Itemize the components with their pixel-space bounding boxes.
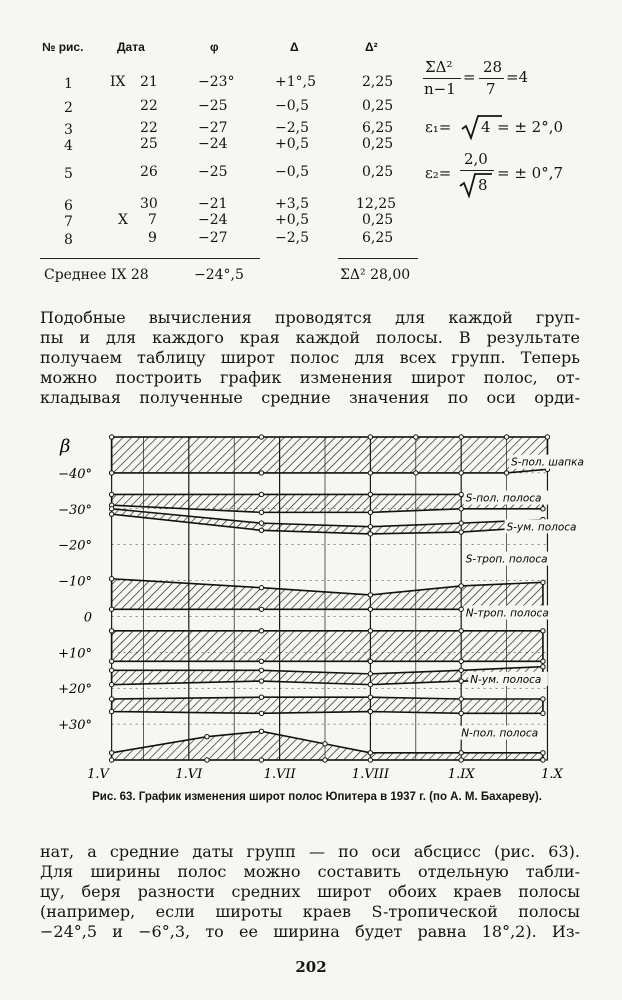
radicand: 8 [478,176,488,194]
cell-delta2: 0,25 [362,164,394,180]
data-point [368,525,372,529]
cell-day: 21 [140,74,158,90]
cell-phi: −24 [198,136,228,152]
data-point [541,697,545,701]
y-tick-label: +30° [58,718,92,734]
band-label: S-пол. шапка [511,456,584,469]
cell-phi: −24 [198,212,228,228]
y-axis-label: β [60,436,71,457]
data-point [459,530,463,534]
data-point [459,507,463,511]
mean-phi: −24°,5 [194,267,244,283]
data-point [259,471,263,475]
cell-delta2: 0,25 [362,136,394,152]
data-point [368,709,372,713]
data-point [259,679,263,683]
data-point [368,695,372,699]
data-point [259,607,263,611]
data-point [109,507,113,511]
text-line: получаем таблицу широт полос для всех групп. Теперь [40,348,580,367]
data-point [414,435,418,439]
band-area [112,437,548,473]
data-point [259,521,263,525]
text-line: Для ширины полос можно составить отдельную табли- [40,862,580,881]
data-point [259,586,263,590]
cell-day: 22 [140,120,158,136]
data-point [541,659,545,663]
cell-delta2: 0,25 [362,212,394,228]
cell-month: X [118,212,128,228]
data-point [109,607,113,611]
data-point [205,734,209,738]
data-point [109,577,113,581]
data-point [368,672,372,676]
cell-phi: −27 [198,230,228,246]
data-point [109,512,113,516]
cell-n: 8 [64,232,73,248]
cell-delta: +3,5 [275,196,309,212]
data-point [541,507,545,511]
y-tick-label: 0 [83,610,92,626]
text-line: кладывая полученные средние значения по оси орди- [40,388,580,407]
data-point [109,709,113,713]
data-point [541,751,545,755]
text-line: (например, если широты краев S-тропической полосы [40,902,580,921]
data-point [459,711,463,715]
paragraph-2 [40,842,580,942]
text-line: Подобные вычисления проводятся для каждой груп- [40,308,580,327]
data-point [109,492,113,496]
cell-delta: −0,5 [275,164,309,180]
sum-delta2: ΣΔ² 28,00 [340,267,411,283]
band-label: S-ум. полоса [506,521,577,534]
text-line: нат, а средние даты групп — по оси абсцисс (рис. 63). [40,842,580,861]
x-tick-label: 1.VIII [351,767,390,782]
cell-delta2: 6,25 [362,120,394,136]
cell-n: 2 [64,100,73,116]
data-point [109,697,113,701]
data-point [459,492,463,496]
cell-delta: +0,5 [275,136,309,152]
data-point [368,593,372,597]
data-point [368,492,372,496]
data-point [459,758,463,762]
cell-phi: −25 [198,98,228,114]
y-axis-ticks [58,467,92,733]
x-tick-label: 1.V [87,767,109,782]
cell-n: 1 [64,76,73,92]
data-point [109,682,113,686]
data-point [259,711,263,715]
text-line: цу, беря разности средних широт обоих краев полосы [40,882,580,901]
data-point [368,607,372,611]
data-point [459,521,463,525]
data-point [459,751,463,755]
mean-label: Среднее IX 28 [44,267,149,283]
data-point [459,659,463,663]
cell-delta: +1°,5 [275,74,316,90]
fraction-denominator: n−1 [424,80,456,98]
col-header-delta2: Δ² [365,40,378,54]
formula-rhs: = ± 2°,0 [497,118,564,136]
data-point [259,510,263,514]
data-point [459,697,463,701]
figure-caption: Рис. 63. График изменения широт полос Юпитера в 1937 г. (по А. М. Бахареву). [92,791,542,803]
cell-day: 25 [140,136,158,152]
data-point [541,758,545,762]
data-point [323,742,327,746]
cell-delta2: 12,25 [356,196,397,212]
cell-delta: −2,5 [275,230,309,246]
data-point [541,580,545,584]
cell-delta2: 6,25 [362,230,394,246]
band-label: S-троп. полоса [465,553,548,566]
fraction-numerator: 2,0 [464,150,488,168]
data-point [459,679,463,683]
formula-rhs: = ± 0°,7 [497,164,564,182]
data-point [109,659,113,663]
text-line: −24°,5 и −6°,3, то ее ширина будет равна 18°,2). Из- [40,922,580,941]
data-point [259,528,263,532]
cell-phi: −23° [198,74,235,90]
band-area [112,579,543,610]
data-point [541,629,545,633]
data-point [109,471,113,475]
y-tick-label: +20° [58,682,92,698]
cell-day: 22 [140,98,158,114]
cell-day: 26 [140,164,158,180]
cell-n: 6 [64,198,73,214]
data-point [259,629,263,633]
x-axis-ticks [87,767,563,782]
data-point [368,532,372,536]
cell-phi: −21 [198,196,228,212]
data-point [368,510,372,514]
y-tick-label: +10° [58,646,92,662]
chart-bands [109,435,549,762]
data-point [109,668,113,672]
band-label: N-пол. полоса [461,727,539,740]
data-point [459,435,463,439]
cell-delta2: 0,25 [362,98,394,114]
fraction-numerator: 28 [483,58,503,76]
cell-n: 7 [64,214,73,230]
data-point [323,758,327,762]
y-tick-label: −20° [58,538,92,554]
data-point [368,435,372,439]
cell-n: 4 [64,138,73,154]
cell-n: 3 [64,122,73,138]
cell-delta2: 2,25 [362,74,394,90]
col-header-delta: Δ [290,40,299,54]
text-line: можно построить график изменения широт полос, от- [40,368,580,387]
data-point [259,758,263,762]
data-point [368,751,372,755]
cell-delta: −2,5 [275,120,309,136]
cell-month: IX [110,74,126,90]
data-point [459,629,463,633]
data-point [259,668,263,672]
formula-lhs: ε₁= [425,118,452,136]
data-point [545,435,549,439]
cell-day: 30 [140,196,158,212]
x-tick-label: 1.X [541,767,563,782]
data-point [459,471,463,475]
data-point [109,629,113,633]
band-label: N-ум. полоса [470,673,542,686]
data-point [259,492,263,496]
cell-delta: +0,5 [275,212,309,228]
data-point [504,471,508,475]
band-area [112,631,543,662]
col-header-phi: φ [210,40,219,54]
data-point [368,758,372,762]
fraction-denominator: 7 [486,80,496,98]
col-header-date: Дата [117,40,145,54]
data-point [259,435,263,439]
data-point [259,729,263,733]
y-tick-label: −10° [58,574,92,590]
data-point [541,711,545,715]
data-point [414,471,418,475]
data-point [459,584,463,588]
cell-day: 9 [148,230,157,246]
band-area [112,697,543,713]
data-point [259,659,263,663]
data-point [504,435,508,439]
data-point [459,607,463,611]
data-point [205,758,209,762]
data-point [368,629,372,633]
x-tick-label: 1.VI [175,767,203,782]
cell-delta: −0,5 [275,98,309,114]
cell-phi: −27 [198,120,228,136]
data-point [109,435,113,439]
x-tick-label: 1.IX [447,767,475,782]
cell-day: 7 [148,212,157,228]
data-point [109,751,113,755]
band-label: N-троп. полоса [465,607,549,620]
y-tick-label: −40° [58,466,92,482]
cell-n: 5 [64,166,73,182]
band-label: S-пол. полоса [465,492,542,505]
formula-lhs: ε₂= [425,164,452,182]
fraction-numerator: ΣΔ² [425,58,453,76]
data-point [368,471,372,475]
cell-phi: −25 [198,164,228,180]
equals-sign: = [463,68,476,86]
data-point [368,682,372,686]
radicand: 4 [481,118,491,136]
x-tick-label: 1.VII [263,767,296,782]
data-point [109,758,113,762]
data-point [368,659,372,663]
data-point [259,695,263,699]
text-line: пы и для каждого края каждой полосы. В результате [40,328,580,347]
page-number: 202 [295,958,327,976]
y-tick-label: −30° [58,502,92,518]
col-header-n: № рис. [42,40,84,54]
formula-result: =4 [506,68,529,86]
data-point [541,664,545,668]
data-point [459,668,463,672]
